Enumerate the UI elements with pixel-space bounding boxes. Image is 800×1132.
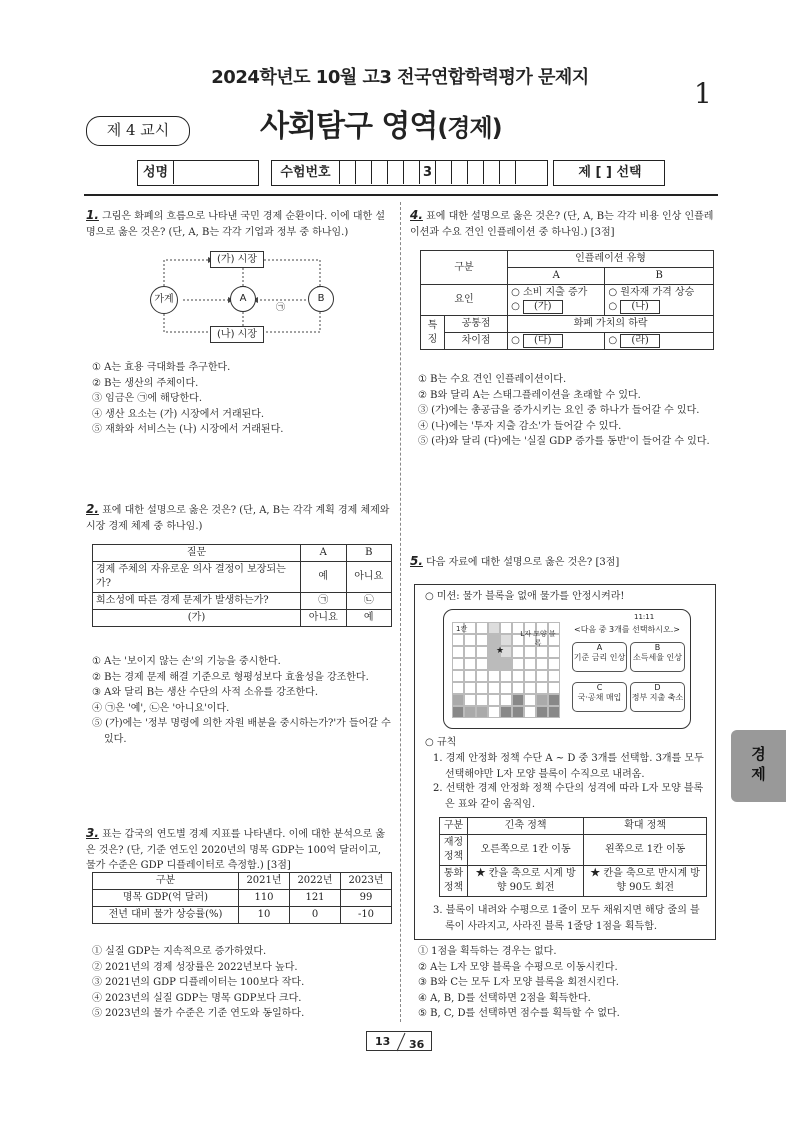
subject-sub: (경제) (437, 114, 502, 142)
q2-number: 2. (86, 502, 99, 516)
q2-stem: 표에 대한 설명으로 옳은 것은? (단, A, B는 각각 계획 경제 체제와 시장 경제 체제 중 하나임.) (86, 505, 390, 532)
grid-cell (488, 622, 500, 634)
blank-ra: (라) (620, 334, 659, 348)
q1-stem: 그림은 화폐의 흐름으로 나타낸 국민 경제 순환이다. 이에 대한 설명으로 옳은 것은? (단, A, B는 각각 기업과 정부 중 하나임.) (86, 211, 386, 238)
grid-cell (464, 682, 476, 694)
q4-bullet: ○ (608, 301, 618, 312)
exam-title: 2024학년도 10월 고3 전국연합학력평가 문제지 (211, 67, 589, 88)
q3-header: 2023년 (341, 873, 392, 890)
grid-cell (500, 694, 512, 706)
q1-diagram (148, 248, 344, 344)
blank-ga: (가) (523, 300, 562, 314)
grid-cell (464, 706, 476, 718)
q2-cell: 아니요 (301, 610, 347, 627)
footer-total: 36 (409, 1038, 425, 1051)
block-label: L자 모양 블록 (520, 630, 556, 647)
grid-cell (476, 706, 488, 718)
q4-stem: 표에 대한 설명으로 옳은 것은? (단, A, B는 각각 비용 인상 인플레이션과 수요 견인 인플레이션 중 하나임.) [3점] (410, 211, 714, 238)
arrow-label: ㉠ (276, 303, 286, 313)
question-5 (410, 552, 718, 571)
q3-cell: 110 (239, 890, 290, 907)
subject-side-tab (731, 730, 786, 802)
phone-prompt: <다음 중 3개를 선택하시오.> (574, 625, 680, 634)
grid-cell (452, 670, 464, 682)
policy-button-a[interactable] (572, 642, 627, 672)
grid-cell (524, 682, 536, 694)
q4-option-1[interactable]: ① B는 수요 견인 인플레이션이다. (418, 374, 567, 385)
grid-cell (476, 670, 488, 682)
q2-option-4[interactable]: ④ ㉠은 '예', ㉡은 '아니요'이다. (92, 702, 230, 714)
q2-header: 질문 (93, 545, 301, 562)
market-na-node: (나) 시장 (210, 326, 264, 343)
q5-material-box (414, 584, 716, 940)
selection-field[interactable] (553, 160, 665, 186)
q5-option-2[interactable]: ② A는 L자 모양 블록을 수평으로 이동시킨다. (418, 961, 618, 973)
q4-col-b: B (605, 268, 714, 285)
grid-cell (452, 694, 464, 706)
q3-cell: 전년 대비 물가 상승률(%) (93, 907, 239, 924)
grid-cell (452, 682, 464, 694)
grid-cell (536, 670, 548, 682)
grid-cell (452, 646, 464, 658)
q5-option-1[interactable]: ① 1점을 획득하는 경우는 없다. (418, 946, 557, 957)
question-3 (86, 824, 392, 874)
q3-table (92, 872, 392, 924)
q1-number: 1. (86, 208, 99, 222)
grid-cell (452, 658, 464, 670)
q4-options (418, 372, 718, 450)
button-text: 정부 지출 축소 (631, 693, 684, 702)
q5-option-5[interactable]: ⑤ B, C, D를 선택하면 점수를 획득할 수 없다. (418, 1008, 620, 1019)
q5-header: 구분 (440, 818, 468, 835)
market-ga-node: (가) 시장 (210, 251, 264, 268)
q4-feature-label: 특징 (421, 316, 445, 350)
q2-header: A (301, 545, 347, 562)
q3-cell: 0 (290, 907, 341, 924)
q2-cell: ㉠ (301, 593, 347, 610)
q2-cell: 아니요 (346, 562, 392, 593)
q3-option-1[interactable]: ① 실질 GDP는 지속적으로 증가하였다. (92, 946, 267, 957)
rule-1: 1. 경제 안정화 정책 수단 A ~ D 중 3개를 선택함. 3개를 모두 선택해야만 L자 모양 블록이 수직으로 내려옴. (433, 753, 704, 780)
grid-cell (524, 670, 536, 682)
name-label: 성명 (138, 161, 174, 184)
q3-table-wrap (92, 872, 392, 924)
q2-cell: 예 (346, 610, 392, 627)
q1-option-2[interactable]: ② B는 생산의 주체이다. (92, 377, 199, 389)
q1-options (92, 360, 392, 438)
q5-cell: ★ 칸을 축으로 반시계 방향 90도 회전 (584, 866, 707, 897)
q5-cell: 왼쪽으로 1칸 이동 (584, 835, 707, 866)
q1-option-3[interactable]: ③ 임금은 ㉠에 해당한다. (92, 393, 202, 404)
grid-cell (548, 706, 560, 718)
q3-header: 2022년 (290, 873, 341, 890)
q3-option-5[interactable]: ⑤ 2023년의 물가 수준은 기준 연도와 동일하다. (92, 1008, 305, 1019)
grid-cell (476, 634, 488, 646)
grid-cell (476, 694, 488, 706)
q3-option-3[interactable]: ③ 2021년의 GDP 디플레이터는 100보다 작다. (92, 977, 305, 988)
grid-cell (512, 706, 524, 718)
grid-cell (488, 682, 500, 694)
policy-button-c[interactable] (572, 682, 627, 712)
q2-table-wrap (92, 544, 392, 627)
q5-table-wrap (439, 817, 707, 897)
q2-option-3[interactable]: ③ A와 달리 B는 생산 수단의 사적 소유를 강조한다. (92, 687, 319, 698)
q1-option-4[interactable]: ④ 생산 요소는 (가) 시장에서 거래된다. (92, 408, 265, 420)
grid-cell (500, 706, 512, 718)
q4-diff-b (605, 333, 714, 350)
q4-table (420, 250, 714, 350)
grid-cell (488, 658, 500, 670)
blank-da: (다) (523, 334, 562, 348)
button-text: 기준 금리 인상 (573, 653, 626, 662)
q4-factor-a1: ○ 소비 지출 증가 (511, 287, 588, 298)
q2-cell: 예 (301, 562, 347, 593)
q2-cell: 희소성에 따른 경제 문제가 발생하는가? (93, 593, 301, 610)
button-text: 소득세율 인상 (633, 653, 682, 662)
q5-stem: 다음 자료에 대한 설명으로 옳은 것은? [3점] (426, 557, 620, 568)
grid-cell (464, 646, 476, 658)
grid-cell (464, 634, 476, 646)
grid-cell (512, 682, 524, 694)
q5-number: 5. (410, 554, 423, 568)
question-1 (86, 206, 392, 240)
top-rule (84, 194, 718, 196)
grid-cell (524, 694, 536, 706)
q5-option-4[interactable]: ④ A, B, D를 선택하면 2점을 획득한다. (418, 992, 591, 1004)
q4-factor-a (508, 285, 605, 316)
q5-header: 확대 정책 (584, 818, 707, 835)
subject-title (260, 104, 502, 151)
button-letter: A (596, 643, 603, 652)
exam-number-cells (339, 161, 531, 184)
rules-title: ○ 규칙 (425, 737, 457, 748)
q3-header: 구분 (93, 873, 239, 890)
q4-bullet: ○ (511, 335, 520, 346)
q4-col-a: A (508, 268, 605, 285)
button-letter: B (654, 643, 661, 652)
grid-cell (536, 706, 548, 718)
grid-cell (488, 706, 500, 718)
grid-cell (536, 694, 548, 706)
q4-group-header: 구분 (421, 251, 508, 285)
q2-cell: 경제 주체의 자유로운 의사 결정이 보장되는가? (93, 562, 301, 593)
phone-mockup (443, 609, 691, 729)
rule-3: 3. 블록이 내려와 수평으로 1줄이 모두 채워지면 해당 줄의 블록이 사라지고, 사라진 블록 1줄당 1점을 획득함. (433, 905, 700, 932)
grid-cell (524, 706, 536, 718)
grid-cell (536, 682, 548, 694)
grid-cell (476, 646, 488, 658)
q1-option-1[interactable]: ① A는 효용 극대화를 추구한다. (92, 362, 231, 373)
q3-number: 3. (86, 826, 99, 840)
q2-options (92, 654, 394, 747)
q5-options (418, 944, 718, 1022)
q4-number: 4. (410, 208, 423, 222)
q5-cell: 재정 정책 (440, 835, 468, 866)
q5-option-3[interactable]: ③ B와 C는 모두 L자 모양 블록을 회전시킨다. (418, 977, 619, 988)
button-text: 국·공채 매입 (577, 693, 622, 702)
blank-na: (나) (620, 300, 659, 314)
grid-cell (464, 694, 476, 706)
q2-option-2[interactable]: ② B는 경제 문제 해결 기준으로 형평성보다 효율성을 강조한다. (92, 671, 369, 683)
selection-label: 제 [ ] 선택 (578, 165, 642, 180)
q2-option-5[interactable]: ⑤ (가)에는 '정부 명령에 의한 자원 배분을 중시하는가?'가 들어갈 수 있다. (92, 718, 391, 745)
mission-text: ○ 미션: 물가 블록을 없애 물가를 안정시켜라! (425, 591, 625, 602)
q2-table (92, 544, 392, 627)
q3-options (92, 944, 392, 1022)
q3-option-4[interactable]: ④ 2023년의 실질 GDP는 명목 GDP보다 크다. (92, 992, 302, 1004)
q4-factor-label: 요인 (421, 285, 508, 316)
q2-option-1[interactable]: ① A는 '보이지 않는 손'의 기능을 중시한다. (92, 656, 281, 667)
exam-number-field[interactable] (271, 160, 548, 186)
grid-cell (536, 658, 548, 670)
q5-table (439, 817, 707, 897)
q4-bullet: ○ (608, 335, 618, 346)
q5-cell: 오른쪽으로 1칸 이동 (468, 835, 584, 866)
q3-header: 2021년 (239, 873, 290, 890)
grid-cell (452, 706, 464, 718)
grid-cell (488, 694, 500, 706)
q4-bullet: ○ (511, 301, 520, 312)
exam-number-digit: 3 (419, 161, 435, 184)
q4-table-wrap (420, 250, 714, 350)
q4-option-3[interactable]: ③ (가)에는 총공급을 증가시키는 요인 중 하나가 들어갈 수 있다. (418, 405, 700, 416)
q3-option-2[interactable]: ② 2021년의 경제 성장률은 2022년보다 높다. (92, 961, 298, 973)
grid-cell (512, 658, 524, 670)
grid-cell (548, 694, 560, 706)
question-4 (410, 206, 718, 240)
q5-cell: ★ 칸을 축으로 시계 방향 90도 회전 (468, 866, 584, 897)
subject-name: 사회탐구 영역 (260, 109, 438, 144)
page-footer (366, 1031, 432, 1051)
q4-type-header: 인플레이션 유형 (508, 251, 714, 268)
grid-cell (512, 694, 524, 706)
name-field[interactable] (137, 160, 259, 186)
question-2 (86, 500, 392, 534)
grid-cell (500, 682, 512, 694)
b-node: B (308, 286, 334, 312)
household-node: 가계 (150, 286, 178, 314)
grid-cell (548, 682, 560, 694)
grid-cell (500, 658, 512, 670)
phone-status: 11:11 (634, 613, 655, 621)
q2-header: B (346, 545, 392, 562)
grid-cell (452, 634, 464, 646)
grid-cell (488, 670, 500, 682)
q3-cell: 10 (239, 907, 290, 924)
grid-cell (512, 670, 524, 682)
q4-common-value: 화폐 가치의 하락 (508, 316, 714, 333)
q3-cell: 명목 GDP(억 달러) (93, 890, 239, 907)
star-icon: ★ (496, 646, 505, 656)
one-cell-label: 1칸 (456, 625, 468, 633)
rule-2: 2. 선택한 경제 안정화 정책 수단의 성격에 따라 L자 모양 블록은 표와 같이 움직임. (433, 783, 704, 810)
grid-cell (548, 658, 560, 670)
page-number: 1 (694, 77, 712, 110)
a-node: A (230, 286, 256, 312)
q4-option-5[interactable]: ⑤ (라)와 달리 (다)에는 '실질 GDP 증가를 동반'이 들어갈 수 있다. (418, 436, 710, 447)
q4-factor-b1: ○ 원자재 가격 상승 (608, 287, 695, 298)
q4-diff-a (508, 333, 605, 350)
grid-cell (464, 670, 476, 682)
q4-option-4[interactable]: ④ (나)에는 '투자 지출 감소'가 들어갈 수 있다. (418, 420, 622, 432)
q3-stem: 표는 갑국의 연도별 경제 지표를 나타낸다. 이에 대한 분석으로 옳은 것은? (단, 기준 연도인 2020년의 명목 GDP는 100억 달러이고, 물가 수준은 GDP 디플레이터로 측정함.) [3점] (86, 829, 386, 872)
button-letter: D (654, 683, 661, 692)
q2-cell: ㉡ (346, 593, 392, 610)
q1-option-5[interactable]: ⑤ 재화와 서비스는 (나) 시장에서 거래된다. (92, 424, 284, 435)
grid-cell (476, 622, 488, 634)
q5-header: 긴축 정책 (468, 818, 584, 835)
q4-option-2[interactable]: ② B와 달리 A는 스태그플레이션을 초래할 수 있다. (418, 389, 641, 401)
q4-common-label: 공통점 (445, 316, 508, 333)
grid-cell (500, 670, 512, 682)
column-divider (400, 202, 401, 1022)
policy-button-d[interactable] (630, 682, 685, 712)
grid-cell (476, 682, 488, 694)
q3-cell: 99 (341, 890, 392, 907)
q2-cell: (가) (93, 610, 301, 627)
grid-cell (524, 658, 536, 670)
footer-current: 13 (375, 1035, 391, 1048)
side-tab-label: 경제 (751, 745, 766, 783)
policy-button-b[interactable] (630, 642, 685, 672)
grid-cell (476, 658, 488, 670)
q3-cell: -10 (341, 907, 392, 924)
q4-factor-b (605, 285, 714, 316)
exam-number-label: 수험번호 (280, 165, 331, 180)
period-label: 제 4 교시 (86, 116, 190, 146)
button-letter: C (596, 683, 603, 692)
q5-cell: 통화 정책 (440, 866, 468, 897)
grid-cell (464, 658, 476, 670)
grid-cell (548, 670, 560, 682)
q4-diff-label: 차이점 (445, 333, 508, 350)
q3-cell: 121 (290, 890, 341, 907)
grid-cell (500, 622, 512, 634)
